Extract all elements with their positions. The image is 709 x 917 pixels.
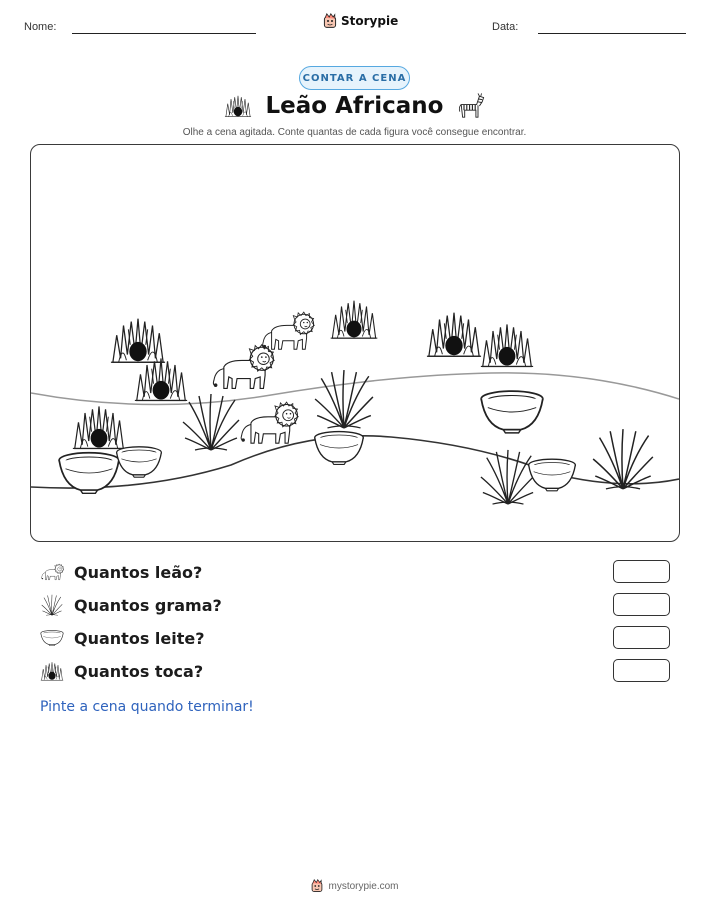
- grass-icon: [40, 594, 64, 616]
- footer-url[interactable]: mystorypie.com: [328, 880, 399, 892]
- milk-bowl-figure: [315, 432, 364, 465]
- burrow-figure: [481, 324, 533, 366]
- milk-bowl-icon: [40, 627, 64, 649]
- lion-figure: [263, 312, 315, 349]
- page-title: Leão Africano: [265, 93, 444, 119]
- brand-logo: [322, 13, 398, 29]
- grass-figure: [315, 370, 373, 428]
- burrow-figure: [73, 406, 125, 448]
- question-text: Quantos toca?: [74, 661, 204, 681]
- answer-box[interactable]: [613, 626, 670, 649]
- footer: [0, 879, 709, 893]
- burrow-figure: [111, 319, 165, 363]
- grass-figure: [481, 450, 535, 504]
- milk-bowl-figure: [481, 391, 543, 433]
- answer-box[interactable]: [613, 593, 670, 616]
- grass-figure: [593, 429, 653, 489]
- answer-box[interactable]: [613, 560, 670, 583]
- milk-bowl-figure: [117, 447, 162, 477]
- question-text: Quantos grama?: [74, 595, 222, 615]
- brand-name: Storypie: [341, 14, 399, 28]
- question-text: Quantos leão?: [74, 562, 203, 582]
- burrow-figure: [427, 313, 481, 357]
- answer-box[interactable]: [613, 659, 670, 682]
- burrow-figure: [135, 358, 187, 400]
- lion-figure: [213, 345, 274, 389]
- activity-badge: CONTAR A CENA: [299, 66, 410, 90]
- scene-illustration: [31, 145, 679, 541]
- question-row: [40, 594, 222, 616]
- milk-bowl-figure: [529, 459, 576, 491]
- date-label: Data:: [492, 21, 519, 33]
- lion-icon: [40, 561, 64, 583]
- coloring-hint: Pinte a cena quando terminar!: [40, 699, 254, 715]
- burrow-figure: [331, 301, 378, 339]
- question-row: [40, 660, 203, 682]
- question-row: [40, 561, 202, 583]
- zebra-icon: [457, 92, 485, 120]
- instructions: Olhe a cena agitada. Conte quantas de cada figura você consegue encontrar.: [182, 127, 527, 138]
- question-row: [40, 627, 205, 649]
- grass-figure: [183, 394, 239, 450]
- lion-figure: [241, 402, 298, 443]
- storypie-mascot-icon: [310, 879, 324, 893]
- burrow-icon: [224, 94, 252, 118]
- counting-scene: [30, 144, 680, 542]
- date-field-line[interactable]: [538, 33, 686, 34]
- storypie-mascot-icon: [322, 13, 338, 29]
- name-field-line[interactable]: [72, 33, 256, 34]
- question-text: Quantos leite?: [74, 628, 205, 648]
- title-row: [0, 92, 709, 120]
- burrow-icon: [40, 660, 64, 682]
- name-label: Nome:: [24, 21, 57, 33]
